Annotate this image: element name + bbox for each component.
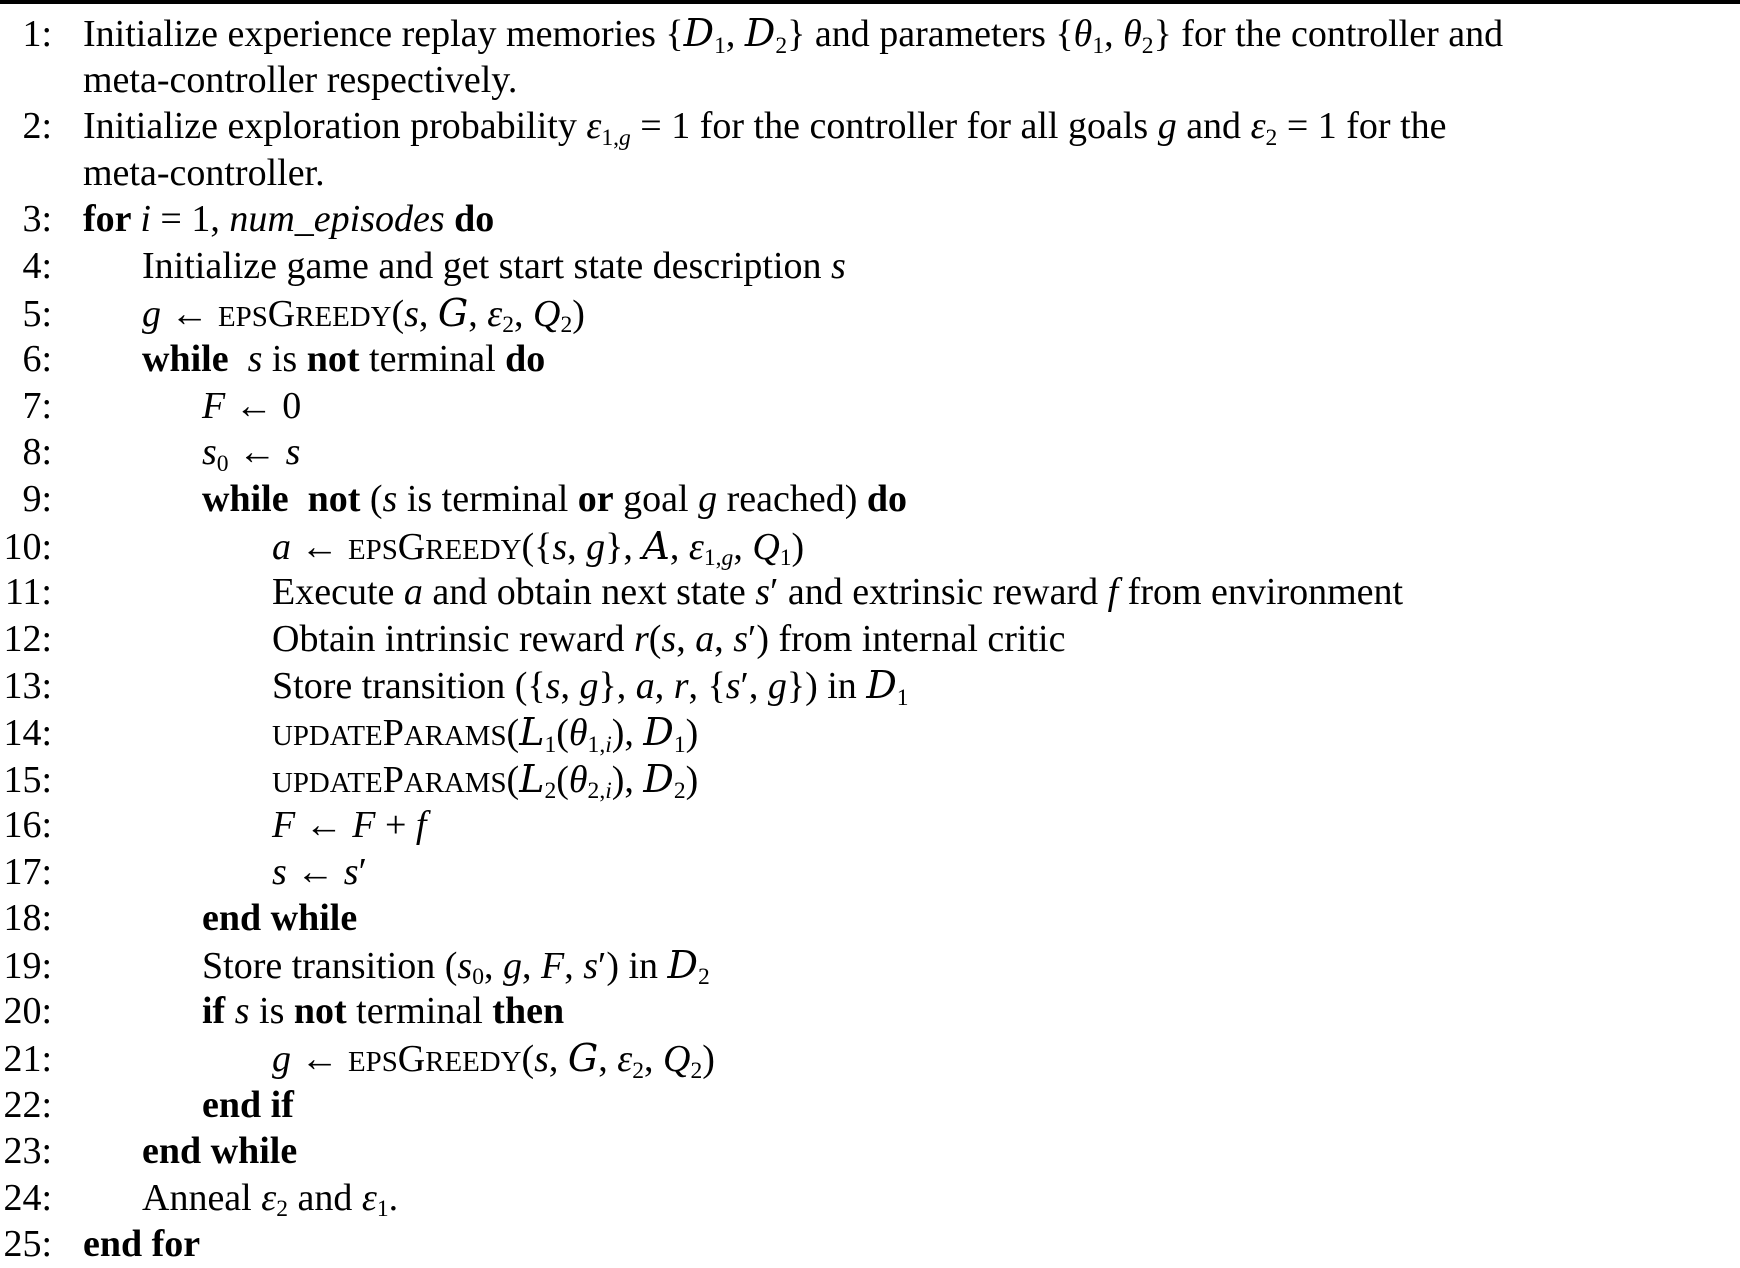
- line-content: [52, 290, 585, 343]
- text-segment: a: [695, 617, 715, 660]
- text-segment: REEDY: [295, 300, 392, 333]
- text-segment: },: [598, 665, 636, 708]
- text-segment: f: [415, 804, 427, 847]
- text-segment: g: [502, 944, 522, 987]
- text-segment: ,: [560, 665, 580, 708]
- text-segment: is terminal: [397, 477, 578, 520]
- text-segment: ),: [611, 758, 644, 801]
- text-segment: s: [247, 338, 263, 381]
- text-segment: g: [1157, 105, 1177, 148]
- text-segment: ε: [688, 525, 704, 568]
- text-segment: s: [457, 944, 473, 987]
- text-segment: Store transition (: [202, 944, 458, 987]
- line-number: 12:: [3, 617, 52, 660]
- algo-line: [0, 709, 1740, 756]
- text-segment: i: [605, 778, 612, 805]
- text-segment: [298, 478, 308, 520]
- line-number: 24:: [3, 1176, 52, 1219]
- algo-line: [0, 569, 1740, 616]
- text-segment: (: [556, 711, 569, 754]
- text-segment: ,: [483, 944, 503, 987]
- text-segment: g: [619, 124, 631, 151]
- text-segment: 1: [1092, 32, 1105, 59]
- line-content: [52, 243, 846, 290]
- text-segment: ,: [733, 525, 753, 568]
- text-segment: D: [744, 11, 776, 55]
- text-segment: F: [202, 384, 226, 427]
- text-segment: and: [1176, 105, 1251, 148]
- text-segment: terminal: [359, 338, 506, 381]
- text-segment: s: [382, 477, 398, 520]
- text-segment: 1: [376, 1196, 389, 1223]
- text-segment: r: [633, 617, 649, 660]
- algo-line: [0, 942, 1740, 989]
- text-segment: Initialize experience replay memories {: [83, 13, 684, 55]
- text-segment: G: [567, 1036, 599, 1081]
- text-segment: (: [360, 477, 383, 520]
- text-segment: Obtain intrinsic reward: [272, 617, 634, 660]
- text-segment: Q: [533, 292, 561, 335]
- text-segment: ,: [567, 525, 587, 568]
- line-number: 4:: [22, 244, 52, 287]
- line-content: [52, 756, 698, 809]
- text-segment: ,: [714, 617, 734, 660]
- text-segment: 1: [544, 731, 557, 758]
- text-segment: },: [605, 525, 643, 568]
- text-segment: do: [505, 338, 546, 381]
- text-segment: is: [249, 990, 294, 1033]
- text-segment: Initialize exploration probability: [83, 105, 587, 148]
- line-number: 20:: [3, 990, 52, 1033]
- text-segment: F: [272, 804, 296, 847]
- text-segment: s: [725, 665, 741, 708]
- text-segment: G: [267, 292, 296, 335]
- text-segment: ′: [598, 944, 607, 987]
- text-segment: s: [661, 617, 677, 660]
- text-segment: ,: [669, 525, 689, 568]
- text-segment: ARAMS: [403, 719, 507, 752]
- text-segment: L: [519, 756, 545, 801]
- text-segment: ←: [291, 525, 348, 568]
- text-segment: D: [643, 709, 674, 754]
- text-segment: (: [521, 1038, 535, 1081]
- text-segment: s: [343, 850, 359, 893]
- text-segment: (: [391, 292, 405, 335]
- line-number: 10:: [3, 525, 52, 568]
- text-segment: D: [683, 11, 715, 55]
- line-number: 21:: [3, 1038, 52, 1081]
- text-segment: ,: [521, 944, 541, 987]
- line-content: [52, 709, 698, 762]
- text-segment: ,: [598, 1038, 618, 1081]
- text-segment: s: [404, 292, 419, 335]
- algo-line: [0, 476, 1740, 523]
- text-segment: EPS: [348, 1046, 398, 1079]
- text-segment: ε: [487, 292, 503, 335]
- text-segment: 2,: [587, 778, 606, 805]
- text-segment: 2: [560, 312, 573, 339]
- text-segment: 2: [673, 778, 686, 805]
- text-segment: UPDATE: [272, 766, 383, 799]
- line-number: 13:: [3, 665, 52, 708]
- text-segment: Anneal: [142, 1176, 262, 1219]
- text-segment: while: [202, 477, 299, 520]
- line-number: 23:: [3, 1130, 52, 1173]
- text-segment: 2: [1141, 32, 1154, 59]
- text-segment: ,: [564, 944, 584, 987]
- text-segment: meta-controller respectively.: [83, 58, 518, 101]
- text-segment: g: [272, 1038, 291, 1081]
- text-segment: ): [791, 525, 805, 568]
- text-segment: Q: [663, 1038, 691, 1081]
- line-content: [52, 1082, 294, 1129]
- line-number: 9:: [22, 477, 52, 520]
- text-segment: 0: [472, 964, 484, 991]
- text-segment: ←: [161, 292, 218, 335]
- text-segment: +: [375, 804, 416, 847]
- text-segment: = 1,: [150, 198, 230, 241]
- text-segment: if: [202, 990, 235, 1033]
- text-segment: G: [397, 1038, 426, 1081]
- text-segment: 2: [632, 1057, 645, 1084]
- text-segment: ε: [617, 1038, 633, 1081]
- text-segment: = 1 for the controller for all goals: [630, 105, 1158, 148]
- line-number: 19:: [3, 944, 52, 987]
- algo-line: [0, 988, 1740, 1035]
- algo-line: [0, 1175, 1740, 1222]
- text-segment: ← 0: [225, 384, 302, 427]
- text-segment: ′: [358, 850, 367, 893]
- text-segment: F: [352, 804, 376, 847]
- text-segment: P: [382, 758, 404, 801]
- text-segment: ←: [291, 1038, 348, 1081]
- text-segment: not: [293, 990, 347, 1033]
- algo-line: [0, 150, 1740, 197]
- algo-line: [0, 756, 1740, 803]
- text-segment: ): [702, 1038, 715, 1081]
- line-number: 6:: [22, 338, 52, 381]
- text-segment: UPDATE: [272, 719, 383, 752]
- algo-line: [0, 1082, 1740, 1129]
- text-segment: ′: [740, 665, 749, 708]
- text-segment: D: [866, 663, 897, 708]
- text-segment: ,: [725, 13, 745, 55]
- text-segment: 2: [502, 312, 515, 339]
- text-segment: and extrinsic reward: [778, 571, 1108, 614]
- text-segment: θ: [568, 711, 588, 754]
- text-segment: 1: [896, 684, 909, 711]
- text-segment: = 1 for the: [1277, 105, 1447, 148]
- line-number: 18:: [3, 897, 52, 940]
- text-segment: g: [579, 665, 599, 708]
- text-segment: end if: [202, 1083, 294, 1126]
- algo-line: [0, 895, 1740, 942]
- text-segment: s: [552, 525, 568, 568]
- text-segment: s: [545, 665, 561, 708]
- text-segment: (: [556, 758, 569, 801]
- text-segment: A: [642, 523, 670, 568]
- text-segment: ,: [676, 617, 696, 660]
- text-segment: EPS: [218, 300, 268, 333]
- line-content: [52, 103, 1447, 155]
- text-segment: ,: [654, 665, 674, 708]
- text-segment: 0: [216, 450, 229, 477]
- text-segment: then: [492, 990, 565, 1033]
- text-segment: 1: [714, 32, 726, 59]
- text-segment: (: [506, 711, 520, 754]
- line-number: 17:: [3, 850, 52, 893]
- text-segment: s: [202, 431, 217, 474]
- text-segment: EPS: [348, 533, 398, 566]
- text-segment: (: [506, 758, 520, 801]
- line-content: [52, 988, 564, 1035]
- line-content: [52, 802, 426, 849]
- algo-line: [0, 336, 1740, 383]
- line-content: [52, 383, 301, 430]
- text-segment: θ: [1073, 13, 1093, 55]
- text-segment: ): [685, 758, 699, 801]
- text-segment: g: [721, 545, 734, 572]
- text-segment: i: [140, 198, 151, 241]
- line-content: [52, 336, 545, 383]
- text-segment: 2: [276, 1196, 288, 1223]
- text-segment: g: [142, 292, 161, 335]
- text-segment: ({: [521, 525, 553, 568]
- text-segment: 2: [690, 1057, 703, 1084]
- text-segment: 1: [779, 545, 792, 572]
- algo-line: [0, 523, 1740, 570]
- text-segment: s: [583, 944, 598, 987]
- text-segment: D: [643, 756, 674, 801]
- text-segment: ,: [644, 1038, 664, 1081]
- algo-line: [0, 196, 1740, 243]
- line-number: 25:: [3, 1223, 52, 1266]
- text-segment: g: [767, 665, 787, 708]
- text-segment: a: [272, 525, 291, 568]
- algo-line: [0, 103, 1740, 150]
- text-segment: 1,: [703, 545, 722, 572]
- text-segment: do: [866, 477, 908, 520]
- text-segment: for: [83, 198, 141, 241]
- line-content: [52, 942, 710, 995]
- text-segment: a: [635, 665, 655, 708]
- text-segment: ,: [468, 292, 488, 335]
- text-segment: reached): [717, 477, 867, 520]
- line-number: 2:: [22, 105, 52, 148]
- text-segment: ),: [611, 711, 644, 754]
- text-segment: 2: [544, 778, 557, 805]
- text-segment: end for: [83, 1223, 201, 1266]
- line-content: [52, 1175, 398, 1227]
- text-segment: G: [397, 525, 426, 568]
- text-segment: meta-controller.: [83, 151, 325, 194]
- text-segment: ,: [748, 665, 768, 708]
- text-segment: s: [831, 244, 846, 287]
- text-segment: ←: [286, 850, 344, 893]
- text-segment: 2: [1265, 124, 1278, 151]
- line-number: 14:: [3, 711, 52, 754]
- line-content: [52, 1035, 715, 1088]
- algo-line: [0, 849, 1740, 896]
- algo-line: [0, 662, 1740, 709]
- text-segment: s: [272, 850, 287, 893]
- line-content: [52, 57, 517, 104]
- text-segment: s: [733, 617, 748, 660]
- text-segment: num_episodes: [229, 198, 445, 241]
- algo-line: [0, 383, 1740, 430]
- line-number: 16:: [3, 804, 52, 847]
- text-segment: ) from internal critic: [756, 617, 1066, 660]
- algo-line: [0, 290, 1740, 337]
- line-number: 8:: [22, 431, 52, 474]
- text-segment: Store transition ({: [272, 665, 546, 708]
- text-segment: 1: [673, 731, 686, 758]
- text-segment: and: [288, 1176, 362, 1219]
- text-segment: [445, 198, 455, 240]
- text-segment: 2: [775, 32, 788, 59]
- text-segment: ←: [228, 431, 286, 474]
- line-content: [52, 1221, 200, 1268]
- text-segment: } and parameters {: [787, 13, 1074, 55]
- text-segment: } for the controller and: [1153, 13, 1504, 55]
- text-segment: while: [142, 338, 239, 381]
- text-segment: G: [437, 290, 469, 335]
- line-content: [52, 150, 325, 197]
- text-segment: do: [454, 198, 495, 241]
- text-segment: ,: [418, 292, 438, 335]
- text-segment: from environment: [1118, 571, 1404, 614]
- algo-line: [0, 1035, 1740, 1082]
- text-segment: 1,: [601, 124, 620, 151]
- algorithm-listing: [0, 4, 1740, 1268]
- line-content: [52, 196, 494, 243]
- algo-line: [0, 802, 1740, 849]
- text-segment: ε: [1250, 105, 1266, 148]
- text-segment: Q: [752, 525, 780, 568]
- line-number: 1:: [22, 13, 52, 55]
- line-number: 11:: [4, 571, 52, 614]
- text-segment: s: [755, 571, 771, 614]
- text-segment: .: [388, 1176, 399, 1219]
- text-segment: i: [605, 731, 612, 758]
- text-segment: ) in: [606, 944, 668, 987]
- text-segment: θ: [568, 758, 588, 801]
- text-segment: REEDY: [425, 1046, 522, 1079]
- line-content: [52, 1128, 297, 1175]
- text-segment: or: [577, 477, 614, 520]
- text-segment: ,: [548, 1038, 568, 1081]
- line-number: 3:: [22, 198, 52, 241]
- algo-line: [0, 10, 1740, 57]
- text-segment: s: [534, 1038, 549, 1081]
- text-segment: g: [586, 525, 606, 568]
- text-segment: 2: [698, 964, 710, 991]
- text-segment: [238, 338, 248, 380]
- algo-line: [0, 243, 1740, 290]
- line-content: [52, 476, 907, 523]
- line-content: [52, 429, 300, 481]
- line-number: 5:: [22, 292, 52, 335]
- text-segment: Execute: [272, 571, 404, 614]
- text-segment: ε: [586, 105, 602, 148]
- text-segment: r: [673, 665, 689, 708]
- text-segment: ,: [1104, 13, 1124, 55]
- line-number: 7:: [22, 384, 52, 427]
- algo-line: [0, 429, 1740, 476]
- text-segment: P: [382, 711, 404, 754]
- text-segment: (: [648, 617, 662, 660]
- text-segment: terminal: [346, 990, 493, 1033]
- line-content: [52, 662, 909, 715]
- text-segment: ε: [261, 1176, 277, 1219]
- line-number: 15:: [3, 758, 52, 801]
- text-segment: ): [685, 711, 699, 754]
- text-segment: end while: [142, 1130, 298, 1173]
- text-segment: Initialize game and get start state description: [142, 244, 832, 287]
- text-segment: ε: [361, 1176, 377, 1219]
- text-segment: θ: [1123, 13, 1142, 55]
- algo-line: [0, 1221, 1740, 1268]
- text-segment: L: [519, 709, 545, 754]
- text-segment: not: [306, 338, 360, 381]
- line-content: [52, 849, 367, 896]
- line-content: [52, 10, 1503, 63]
- text-segment: }) in: [786, 665, 867, 708]
- line-content: [52, 569, 1403, 616]
- text-segment: g: [698, 477, 718, 520]
- line-content: [52, 895, 357, 942]
- text-segment: s: [234, 990, 250, 1033]
- text-segment: ARAMS: [403, 766, 507, 799]
- text-segment: ′: [770, 571, 779, 614]
- text-segment: s: [285, 431, 301, 474]
- text-segment: , {: [688, 665, 726, 708]
- text-segment: a: [403, 571, 423, 614]
- text-segment: D: [667, 942, 698, 987]
- text-segment: ←: [295, 804, 353, 847]
- text-segment: ′: [748, 617, 757, 660]
- algo-line: [0, 616, 1740, 663]
- algo-line: [0, 1128, 1740, 1175]
- text-segment: and obtain next state: [422, 571, 756, 614]
- line-number: 22:: [3, 1083, 52, 1126]
- text-segment: 1,: [587, 731, 606, 758]
- text-segment: end while: [202, 897, 358, 940]
- line-content: [52, 523, 804, 576]
- text-segment: goal: [613, 477, 699, 520]
- text-segment: f: [1107, 571, 1119, 614]
- text-segment: is: [262, 338, 307, 381]
- line-content: [52, 616, 1065, 663]
- text-segment: ,: [514, 292, 534, 335]
- algo-line: [0, 57, 1740, 104]
- text-segment: F: [540, 944, 565, 987]
- text-segment: not: [307, 477, 361, 520]
- text-segment: REEDY: [425, 533, 522, 566]
- text-segment: ): [572, 292, 585, 335]
